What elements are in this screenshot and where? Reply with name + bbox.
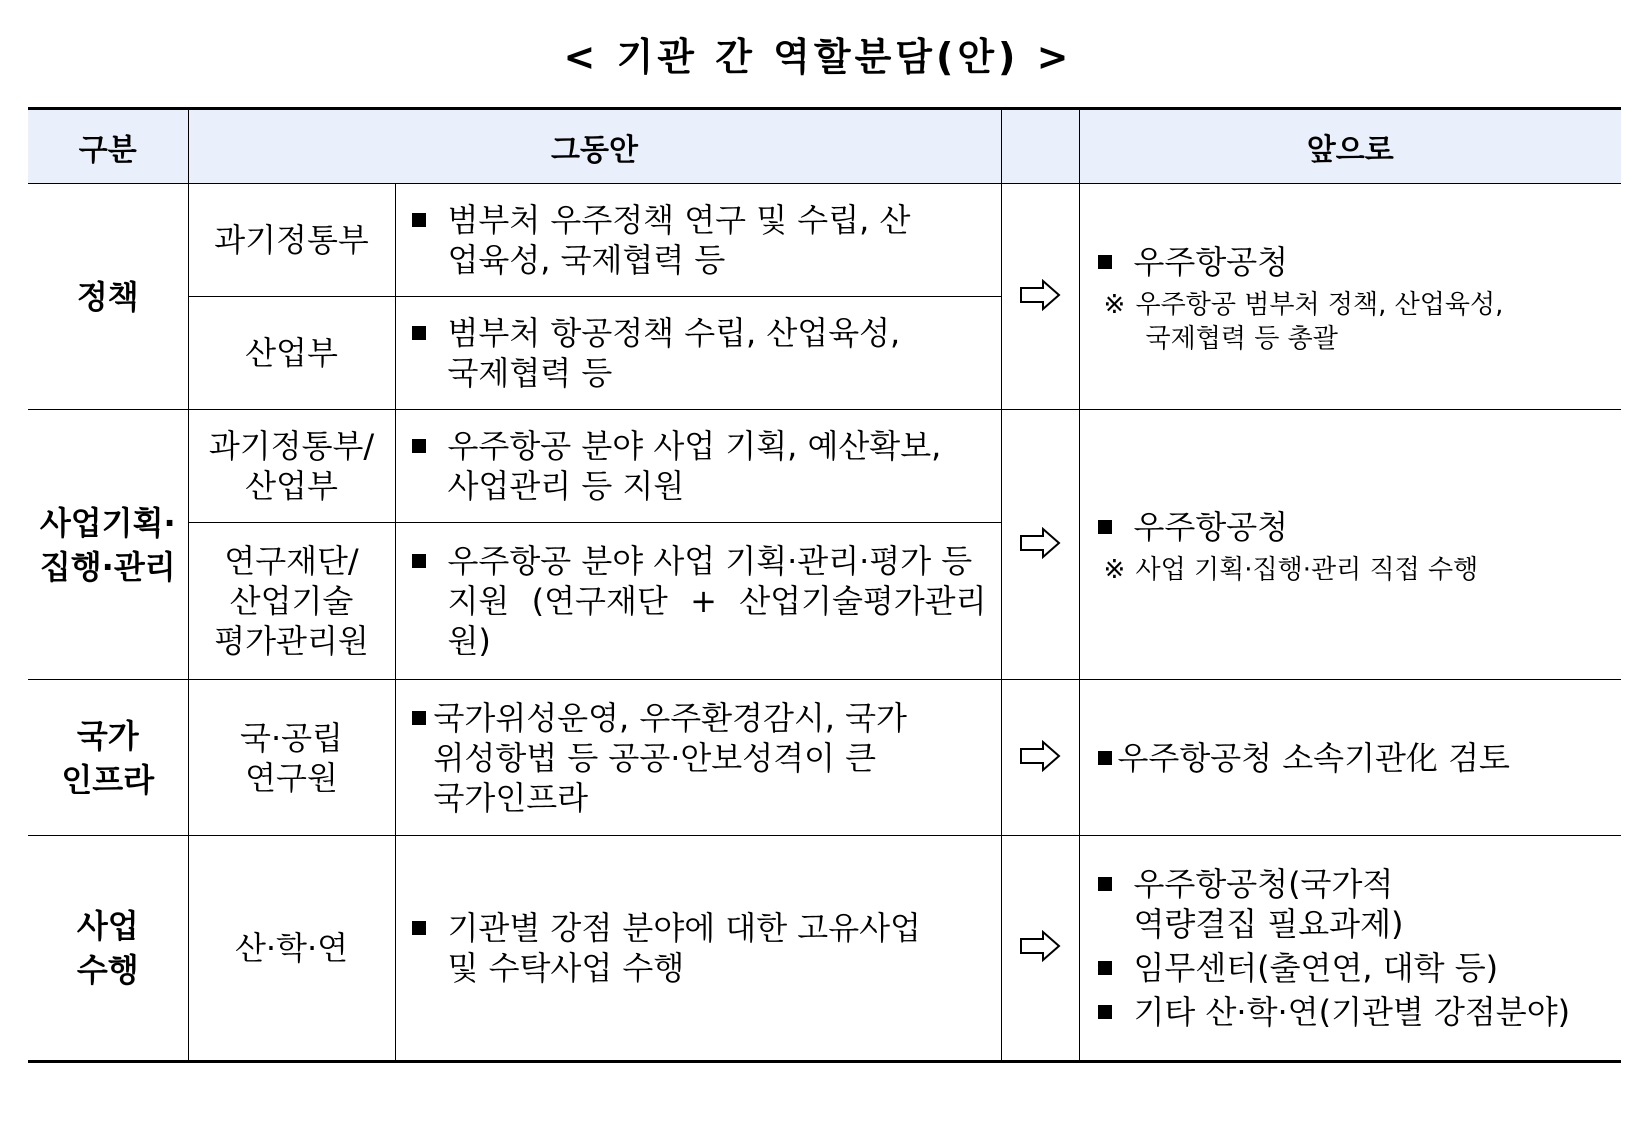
desc-cell [395,297,1001,410]
desc-text: 및 수탁사업 수행 [447,949,685,987]
note-mark: ※ [1103,289,1126,320]
category-label: 사업기획· [39,503,176,542]
category-label: 사업 [76,907,139,945]
desc-text: 지원 (연구재단 + 산업기술평가관리원) [447,582,987,660]
note-text: 우주항공 범부처 정책, 산업육성, [1135,289,1504,320]
square-bullet-icon [1098,1005,1112,1019]
org-cell [188,184,395,297]
future-item-text: 기타 산·학·연(기관별 강점분야) [1133,993,1571,1031]
desc-text: 범부처 항공정책 수립, 산업육성, [447,314,901,352]
category-cell [28,184,188,410]
table-row [28,184,1621,297]
org-label: 연구재단/ [224,542,359,580]
right-arrow-outline-icon [1019,527,1061,559]
future-item-text: 역량결집 필요과제) [1133,905,1404,943]
note-mark: ※ [1103,554,1126,585]
future-cell [1079,680,1621,836]
org-cell [188,680,395,836]
org-cell [188,836,395,1062]
org-cell [188,297,395,410]
future-item-text: 우주항공청(국가적 [1133,865,1394,903]
desc-text: 국제협력 등 [447,354,613,392]
desc-text: 범부처 우주정책 연구 및 수립, 산 [447,201,911,239]
arrow-cell [1001,836,1079,1062]
category-label: 인프라 [61,760,155,799]
org-label: 산·학·연 [234,929,349,967]
future-item-text: 우주항공청 [1133,242,1289,281]
right-arrow-outline-icon [1019,930,1061,962]
future-item-text: 우주항공청 [1133,507,1289,546]
desc-cell [395,836,1001,1062]
future-item-text: 우주항공청 소속기관化 검토 [1117,738,1510,777]
desc-text: 사업관리 등 지원 [447,467,685,505]
org-label: 연구원 [245,758,338,797]
header-past: 그동안 [188,109,1001,184]
table-row [28,410,1621,523]
right-arrow-outline-icon [1019,740,1061,772]
future-note [1094,288,1612,356]
org-cell [188,523,395,680]
future-note [1094,553,1612,587]
org-label: 산업부 [245,467,338,505]
category-label: 집행·관리 [39,547,176,586]
square-bullet-icon [412,326,426,340]
future-cell [1079,184,1621,410]
org-label: 평가관리원 [214,622,369,660]
future-cell [1079,836,1621,1062]
table-row [28,680,1621,836]
arrow-cell [1001,410,1079,680]
header-future: 앞으로 [1079,109,1621,184]
header-category: 구분 [28,109,188,184]
square-bullet-icon [1098,520,1112,534]
desc-text: 업육성, 국제협력 등 [447,241,726,279]
page-title: < 기관 간 역할분담(안) > [563,35,1073,79]
note-text: 사업 기획·집행·관리 직접 수행 [1135,554,1479,585]
future-cell [1079,410,1621,680]
role-table [28,107,1621,1063]
square-bullet-icon [1098,255,1112,269]
org-label: 산업기술 [229,582,354,620]
desc-text: 국가위성운영, 우주환경감시, 국가 [433,698,907,737]
desc-cell [395,410,1001,523]
arrow-cell [1001,680,1079,836]
desc-text: 국가인프라 [433,778,589,817]
table-row [28,836,1621,1062]
desc-cell [395,680,1001,836]
category-label: 수행 [76,951,139,989]
org-label: 국·공립 [240,718,343,757]
desc-text: 위성항법 등 공공·안보성격이 큰 [433,738,877,777]
square-bullet-icon [1098,877,1112,891]
org-label: 산업부 [245,334,338,372]
note-text: 국제협력 등 총괄 [1145,323,1338,354]
category-label: 국가 [76,716,139,755]
desc-cell [395,523,1001,680]
square-bullet-icon [412,711,426,725]
square-bullet-icon [412,554,426,568]
desc-text: 기관별 강점 분야에 대한 고유사업 [447,909,921,947]
square-bullet-icon [412,921,426,935]
category-cell [28,836,188,1062]
square-bullet-icon [412,439,426,453]
category-label: 정책 [76,277,139,316]
future-item-text: 임무센터(출연연, 대학 등) [1133,949,1499,987]
right-arrow-outline-icon [1019,279,1061,311]
desc-cell [395,184,1001,297]
header-row [28,109,1621,184]
category-cell [28,410,188,680]
arrow-cell [1001,184,1079,410]
org-cell [188,410,395,523]
desc-text: 우주항공 분야 사업 기획, 예산확보, [447,427,942,465]
square-bullet-icon [1098,751,1112,765]
desc-text: 우주항공 분야 사업 기획·관리·평가 등 [447,542,973,580]
square-bullet-icon [1098,961,1112,975]
category-cell [28,680,188,836]
org-label: 과기정통부/ [208,427,375,465]
header-arrow-col [1001,109,1079,184]
square-bullet-icon [412,213,426,227]
org-label: 과기정통부 [214,221,369,259]
